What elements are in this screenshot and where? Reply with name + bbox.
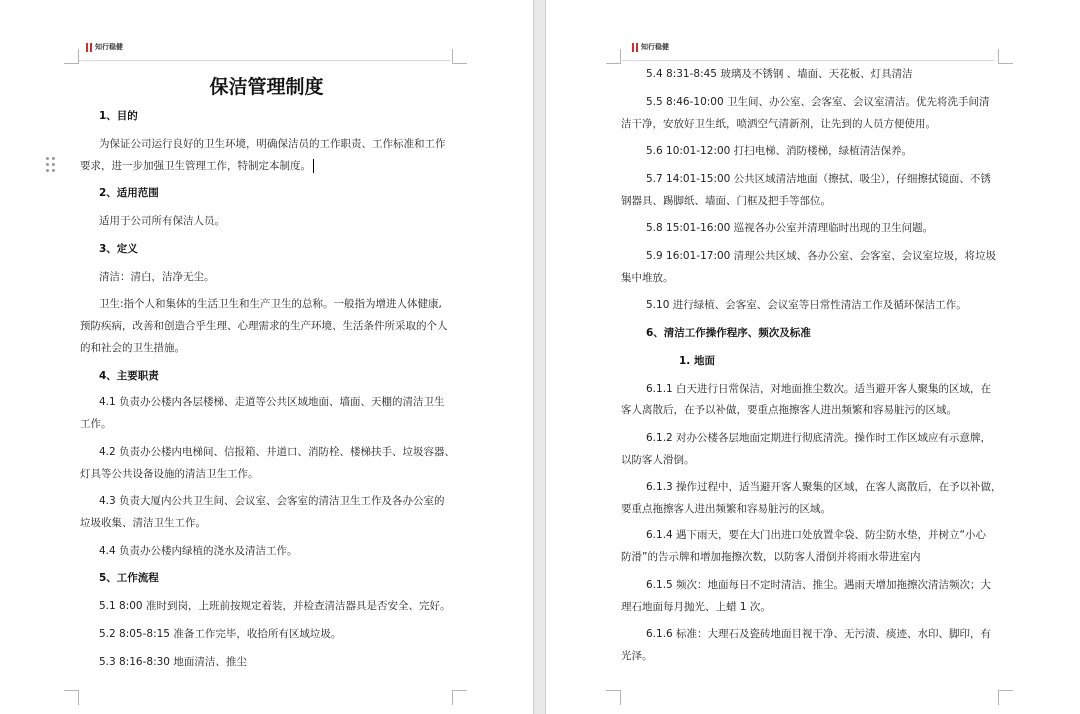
paragraph-line: 防滑”的告示牌和增加拖擦次数，以防客人滑倒并将雨水带进室内 (621, 551, 921, 563)
heading-scope: 2、适用范围 (99, 187, 159, 199)
paragraph-line: 适用于公司所有保洁人员。 (99, 215, 225, 227)
paragraph-line: 5.8 15:01-16:00 巡视各办公室并清理临时出现的卫生问题。 (646, 222, 934, 234)
paragraph-line: 5.3 8:16-8:30 地面清洁、推尘 (99, 656, 247, 668)
brand-text: 知行稳健 (641, 43, 669, 51)
paragraph-line: 垃圾收集、清洁卫生工作。 (80, 517, 206, 529)
heading-duties: 4、主要职责 (99, 370, 159, 382)
paragraph-line: 5.10 进行绿植、会客室、会议室等日常性清洁工作及循环保洁工作。 (646, 299, 967, 311)
corner-mark-bottom-right (998, 690, 1013, 705)
document-title: 保洁管理制度 (209, 76, 324, 98)
paragraph-line: 5.2 8:05-8:15 准备工作完毕，收拾所有区域垃圾。 (99, 628, 342, 640)
document-page-left[interactable] (0, 0, 534, 714)
heading-floor: 1. 地面 (679, 355, 715, 367)
heading-purpose: 1、目的 (99, 110, 138, 122)
brand-text: 知行稳健 (95, 43, 123, 51)
brand-bars-icon (632, 43, 638, 52)
paragraph-line: 为保证公司运行良好的卫生环境，明确保洁员的工作职责、工作标准和工作 (99, 138, 446, 150)
paragraph-line: 5.5 8:46-10:00 卫生间、办公室、会客室、会议室清洁。优先将洗手间清 (646, 96, 990, 108)
paragraph-line: 4.3 负责大厦内公共卫生间、会议室、会客室的清洁卫生工作及各办公室的 (99, 495, 445, 507)
corner-mark-bottom-right (452, 690, 467, 705)
paragraph-line: 6.1.1 白天进行日常保洁，对地面推尘数次。适当避开客人聚集的区域，在 (646, 383, 992, 395)
paragraph-line: 理石地面每月抛光、上蜡 1 次。 (621, 601, 771, 613)
paragraph-line: 灯具等公共设备设施的清洁卫生工作。 (80, 468, 259, 480)
paragraph-line: 洁干净，安放好卫生纸，喷洒空气清新剂，让先到的人员方便使用。 (621, 118, 936, 130)
corner-mark-top-left (606, 49, 621, 64)
heading-procedures: 6、清洁工作操作程序、频次及标准 (646, 327, 811, 339)
paragraph-line: 6.1.3 操作过程中，适当避开客人聚集的区域，在客人离散后，在予以补做， (646, 481, 1002, 493)
heading-definition: 3、定义 (99, 243, 138, 255)
paragraph-line: 的和社会的卫生措施。 (80, 342, 185, 354)
header-rule (78, 60, 450, 61)
paragraph-line: 客人离散后，在予以补做，要重点拖擦客人进出频繁和容易脏污的区域。 (621, 404, 957, 416)
paragraph-line: 5.9 16:01-17:00 清理公共区域、各办公室、会客室、会议室垃圾，将垃圾 (646, 250, 997, 262)
brand-logo (86, 43, 123, 52)
paragraph-line: 5.4 8:31-8:45 玻璃及不锈钢 、墙面、天花板、灯具清洁 (646, 68, 913, 80)
paragraph-line: 清洁：清白，洁净无尘。 (99, 271, 215, 283)
corner-mark-bottom-left (606, 690, 621, 705)
paragraph-line: 6.1.2 对办公楼各层地面定期进行彻底清洗。操作时工作区域应有示意牌， (646, 432, 992, 444)
paragraph-line: 6.1.4 遇下雨天，要在大门出进口处放置伞袋、防尘防水垫，并树立“小心 (646, 529, 986, 541)
paragraph-line: 4.2 负责办公楼内电梯间、信报箱、井道口、消防栓、楼梯扶手、垃圾容器、 (99, 446, 456, 458)
paragraph-line: 6.1.6 标准：大理石及瓷砖地面目视干净、无污渍、痰迹、水印、脚印，有 (646, 628, 992, 640)
paragraph-line: 4.1 负责办公楼内各层楼梯、走道等公共区域地面、墙面、天棚的清洁卫生 (99, 396, 445, 408)
corner-mark-top-right (998, 49, 1013, 64)
paragraph-line: 5.1 8:00 准时到岗，上班前按规定着装，并检查清洁器具是否安全、完好。 (99, 600, 451, 612)
paragraph-line: 6.1.5 频次：地面每日不定时清洁、推尘。遇雨天增加拖擦次清洁频次；大 (646, 579, 992, 591)
brand-logo (632, 43, 669, 52)
corner-mark-bottom-left (64, 690, 79, 705)
paragraph-line: 以防客人滑倒。 (621, 454, 695, 466)
corner-mark-top-left (64, 49, 79, 64)
corner-mark-top-right (452, 49, 467, 64)
brand-bars-icon (86, 43, 92, 52)
document-page-right[interactable] (545, 0, 1080, 714)
paragraph-line: 钢器具、踢脚纸、墙面、门框及把手等部位。 (621, 195, 831, 207)
text-cursor (313, 159, 314, 173)
paragraph-line: 卫生:指个人和集体的生活卫生和生产卫生的总称。一般指为增进人体健康, (99, 298, 442, 310)
paragraph-line: 要重点拖擦客人进出频繁和容易脏污的区域。 (621, 503, 831, 515)
header-rule (622, 60, 994, 61)
paragraph-line: 工作。 (80, 418, 112, 430)
paragraph-line: 4.4 负责办公楼内绿植的浇水及清洁工作。 (99, 545, 298, 557)
drag-handle-icon[interactable] (46, 157, 55, 172)
heading-workflow: 5、工作流程 (99, 572, 159, 584)
paragraph-line: 预防疾病，改善和创造合乎生理、心理需求的生产环境、生活条件所采取的个人 (80, 320, 448, 332)
paragraph-line: 集中堆放。 (621, 272, 674, 284)
paragraph-line: 5.6 10:01-12:00 打扫电梯、消防楼梯，绿植清洁保养。 (646, 145, 913, 157)
paragraph-line: 5.7 14:01-15:00 公共区域清洁地面（擦拭、吸尘），仔细擦拭镜面、不锈 (646, 173, 991, 185)
paragraph-line: 要求，进一步加强卫生管理工作，特制定本制度。 (80, 155, 314, 177)
paragraph-line: 光泽。 (621, 650, 653, 662)
